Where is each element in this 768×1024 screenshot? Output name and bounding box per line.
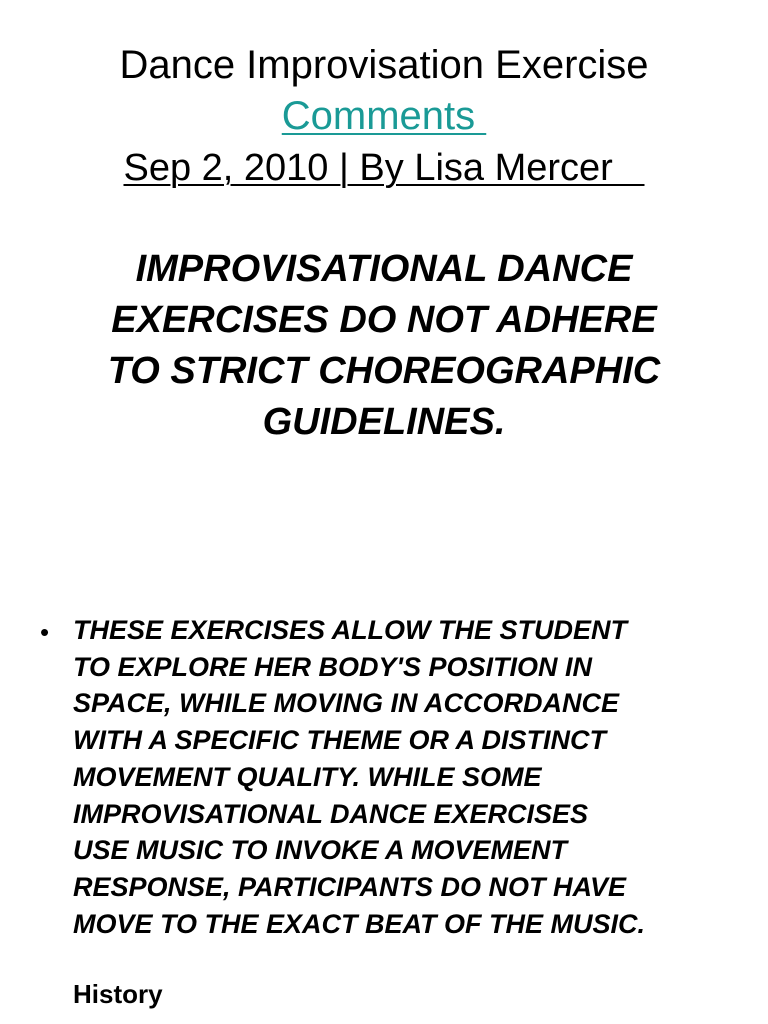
- page-title: Dance Improvisation Exercise: [119, 43, 649, 87]
- bullet-text: [73, 612, 753, 942]
- subtitle-line: IMPROVISATIONAL DANCE: [135, 248, 633, 290]
- comments-link[interactable]: Comments: [281, 94, 487, 138]
- history-heading: History: [73, 979, 163, 1009]
- bullet-line: TO EXPLORE HER BODY'S POSITION IN: [73, 651, 592, 682]
- bullet-line: WITH A SPECIFIC THEME OR A DISTINCT: [73, 725, 606, 756]
- byline: Sep 2, 2010 | By Lisa Mercer: [123, 147, 645, 189]
- subtitle-line: TO STRICT CHOREOGRAPHIC: [107, 350, 661, 392]
- bullet-marker: •: [40, 617, 50, 647]
- bullet-line: SPACE, WHILE MOVING IN ACCORDANCE: [73, 688, 620, 719]
- bullet-line: IMPROVISATIONAL DANCE EXERCISES: [73, 798, 589, 829]
- bullet-line: MOVEMENT QUALITY. WHILE SOME: [73, 761, 542, 792]
- bullet-line: THESE EXERCISES ALLOW THE STUDENT: [73, 615, 628, 645]
- bullet-line: USE MUSIC TO INVOKE A MOVEMENT: [73, 835, 568, 866]
- bullet-line: RESPONSE, PARTICIPANTS DO NOT HAVE: [73, 871, 627, 902]
- subtitle-line: GUIDELINES.: [262, 401, 506, 443]
- subtitle-heading: [0, 244, 768, 448]
- subtitle-line: EXERCISES DO NOT ADHERE: [111, 299, 657, 341]
- bullet-line: MOVE TO THE EXACT BEAT OF THE MUSIC.: [73, 908, 646, 939]
- document-header: [0, 40, 768, 194]
